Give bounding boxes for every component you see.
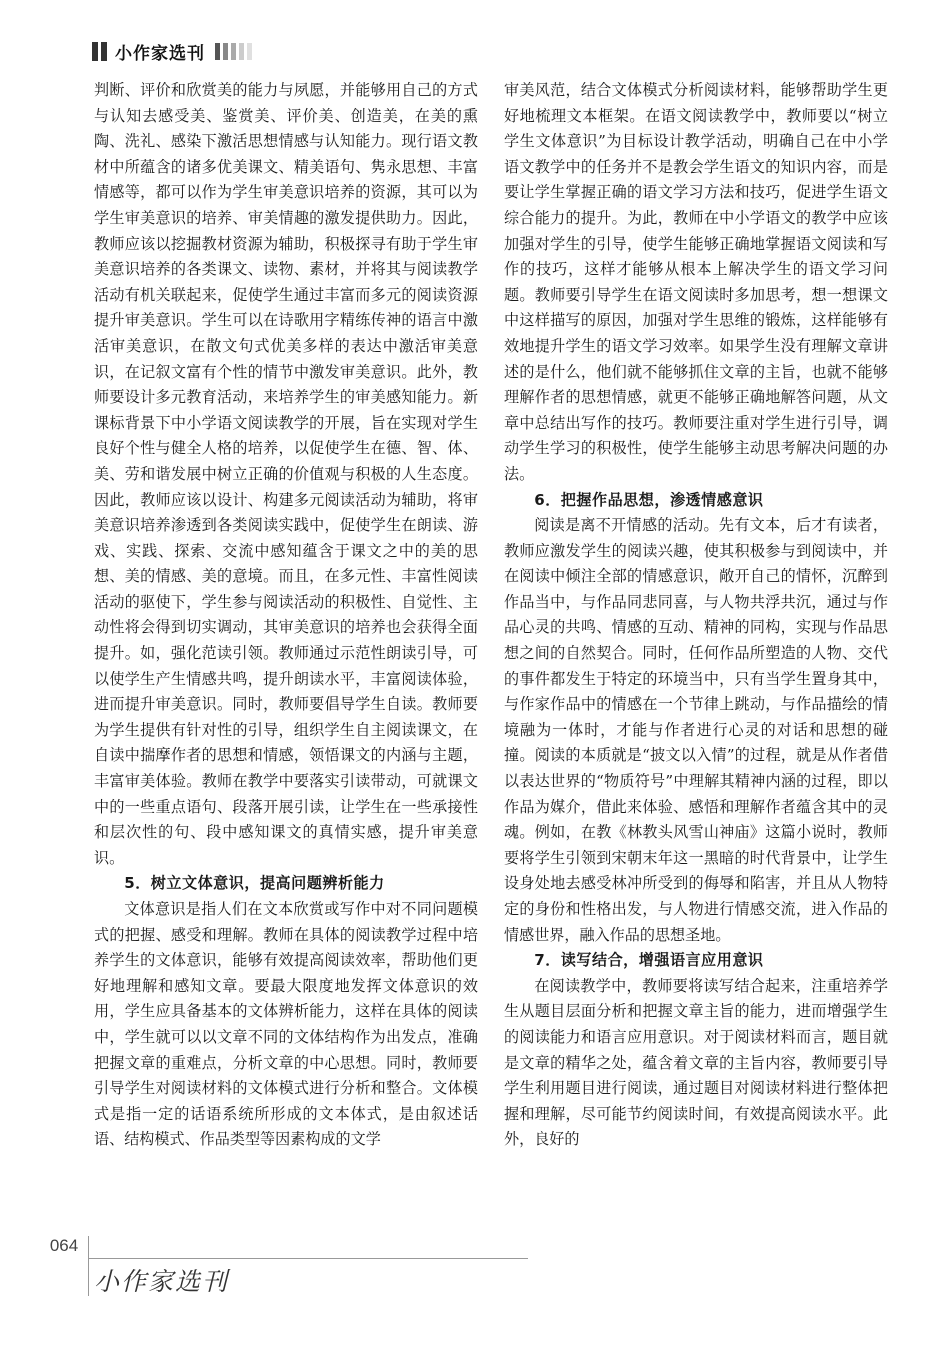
section-heading: 6．把握作品思想，渗透情感意识 [534,490,764,509]
header-bars-icon [92,42,107,61]
page-number: 064 [49,1236,79,1255]
paragraph: 判断、评价和欣赏美的能力与夙愿，并能够用自己的方式与认知去感受美、鉴赏美、评价美、创造美，在美的熏陶、洗礼、感染下激活思想情感与认知能力。现行语文教材中所蕴含的诸多优美课文、精美语句、隽永思想、丰富情感等，都可以作为学生审美意识培养的资源，其可以为学生审美意识的培养、审美情趣的激发提供助力。因此，教师应该以挖掘教材资源为辅助，积极探寻有助于学生审美意识培养的各类课文、读物、素材，并将其与阅读教学活动有机关联起来，促使学生通过丰富而多元的阅读资源提升审美意识。学生可以在诗歌用字精练传神的语言中激活审美意识，在散文句式优美多样的表达中激活审美意识，在记叙文富有个性的情节中激发审美意识。此外，教师要设计多元教育活动，来培养学生的审美感知能力。新课标背景下中小学语文阅读教学的开展，旨在实现对学生良好个性与健全人格的培养，以促使学生在德、智、体、美、劳和谐发展中树立正确的价值观与积极的人生态度。因此，教师应该以设计、构建多元阅读活动为辅助，将审美意识培养渗透到各类阅读实践中，促使学生在朗读、游戏、实践、探索、交流中感知蕴含于课文之中的美的思想、美的情感、美的意境。而且，在多元性、丰富性阅读活动的驱使下，学生参与阅读活动的积极性、自觉性、主动性将会得到切实调动，其审美意识的培养也会获得全面提升。如，强化范读引领。教师通过示范性朗读引导，可以使学生产生情感共鸣，提升朗读水平，丰富阅读体验，进而提升审美意识。同时，教师要倡导学生自读。教师要为学生提供有针对性的引导，组织学生自主阅读课文，在自读中揣摩作者的思想和情感，领悟课文的内涵与主题，丰富审美体验。教师在教学中要落实引读带动，可就课文中的一些重点语句、段落开展引读，让学生在一些承接性和层次性的句、段中感知课文的真情实感，提升审美意识。 [94,81,478,867]
journal-title: 小作家选刊 [115,43,205,64]
paragraph: 文体意识是指人们在文本欣赏或写作中对不同问题模式的把握、感受和理解。教师在具体的阅读教学过程中培养学生的文体意识，能够有效提高阅读效率，帮助他们更好地理解和感知文章。要最大限度地发挥文体意识的效用，学生应具备基本的文体辨析能力，这样在具体的阅读中，学生就可以以文章不同的文体结构作为出发点，准确把握文章的重难点，分析文章的中心思想。同时，教师要引导学生对阅读材料的文体模式进行分析和整合。文体模式是指一定的话语系统所形成的文本体式，是由叙述话语、结构模式、作品类型等因素构成的文学 [94,900,478,1149]
right-column [504,78,888,1153]
header-fade-bar [223,43,228,60]
footer-divider [88,1258,528,1259]
paragraph: 在阅读教学中，教师要将读写结合起来，注重培养学生从题目层面分析和把握文章主旨的能力，进而增强学生的阅读能力和语言应用意识。对于阅读材料而言，题目就是文章的精华之处，蕴含着文章的主旨内容，教师要引导学生利用题目进行阅读，通过题目对阅读材料进行整体把握和理解，尽可能节约阅读时间，有效提高阅读水平。此外，良好的 [504,976,888,1149]
left-column [94,78,478,1153]
header-fade-bar [239,43,244,60]
paragraph: 审美风范，结合文体模式分析阅读材料，能够帮助学生更好地梳理文本框架。在语文阅读教学中，教师要以“树立学生文体意识”为目标设计教学活动，明确自己在中小学语文教学中的任务并不是教会学生语文的知识内容，而是要让学生掌握正确的语文学习方法和技巧，促进学生语文综合能力的提升。为此，教师在中小学语文的教学中应该加强对学生的引导，使学生能够正确地掌握语文阅读和写作的技巧，这样才能够从根本上解决学生的语文学习问题。教师要引导学生在语文阅读时多加思考，想一想课文中这样描写的原因，加强对学生思维的锻炼，这样能够有效地提升学生的语文学习效率。如果学生没有理解文章讲述的是什么，他们就不能够抓住文章的主旨，也就不能够理解作者的思想情感，就更不能够正确地解答问题，从文章中总结出写作的技巧。教师要注重对学生进行引导，调动学生学习的积极性，使学生能够主动思考解决问题的办法。 [504,81,888,483]
header-fade-bar [247,43,252,60]
running-header [92,38,252,64]
section-heading: 5．树立文体意识，提高问题辨析能力 [124,874,385,893]
footer-divider-vertical [88,1236,89,1296]
header-fade-bars-icon [215,43,252,60]
section-heading: 7．读写结合，增强语言应用意识 [534,951,764,970]
header-fade-bar [231,43,236,60]
header-fade-bar [215,43,220,60]
footer-logo: 小作家选刊 [94,1267,230,1296]
paragraph: 阅读是离不开情感的活动。先有文本，后才有读者，教师应激发学生的阅读兴趣，使其积极参与到阅读中，并在阅读中倾注全部的情感意识，敞开自己的情怀，沉醉到作品当中，与作品同悲同喜，与人物共浮共沉，通过与作品心灵的共鸣、情感的互动、精神的同构，实现与作品思想之间的自然契合。同时，任何作品所塑造的人物、交代的事件都发生于特定的环境当中，只有当学生置身其中，与作家作品中的情感在一个节律上跳动，与作品描绘的情境融为一体时，才能与作者进行心灵的对话和思想的碰撞。阅读的本质就是“披文以入情”的过程，就是从作者借以表达世界的“物质符号”中理解其精神内涵的过程，即以作品为媒介，借此来体验、感悟和理解作者蕴含其中的灵魂。例如，在教《林教头风雪山神庙》这篇小说时，教师要将学生引领到宋朝末年这一黑暗的时代背景中，让学生设身处地去感受林冲所受到的侮辱和陷害，并且从人物特定的身份和性格出发，与人物进行情感交流，进入作品的情感世界，融入作品的思想圣地。 [504,516,888,944]
